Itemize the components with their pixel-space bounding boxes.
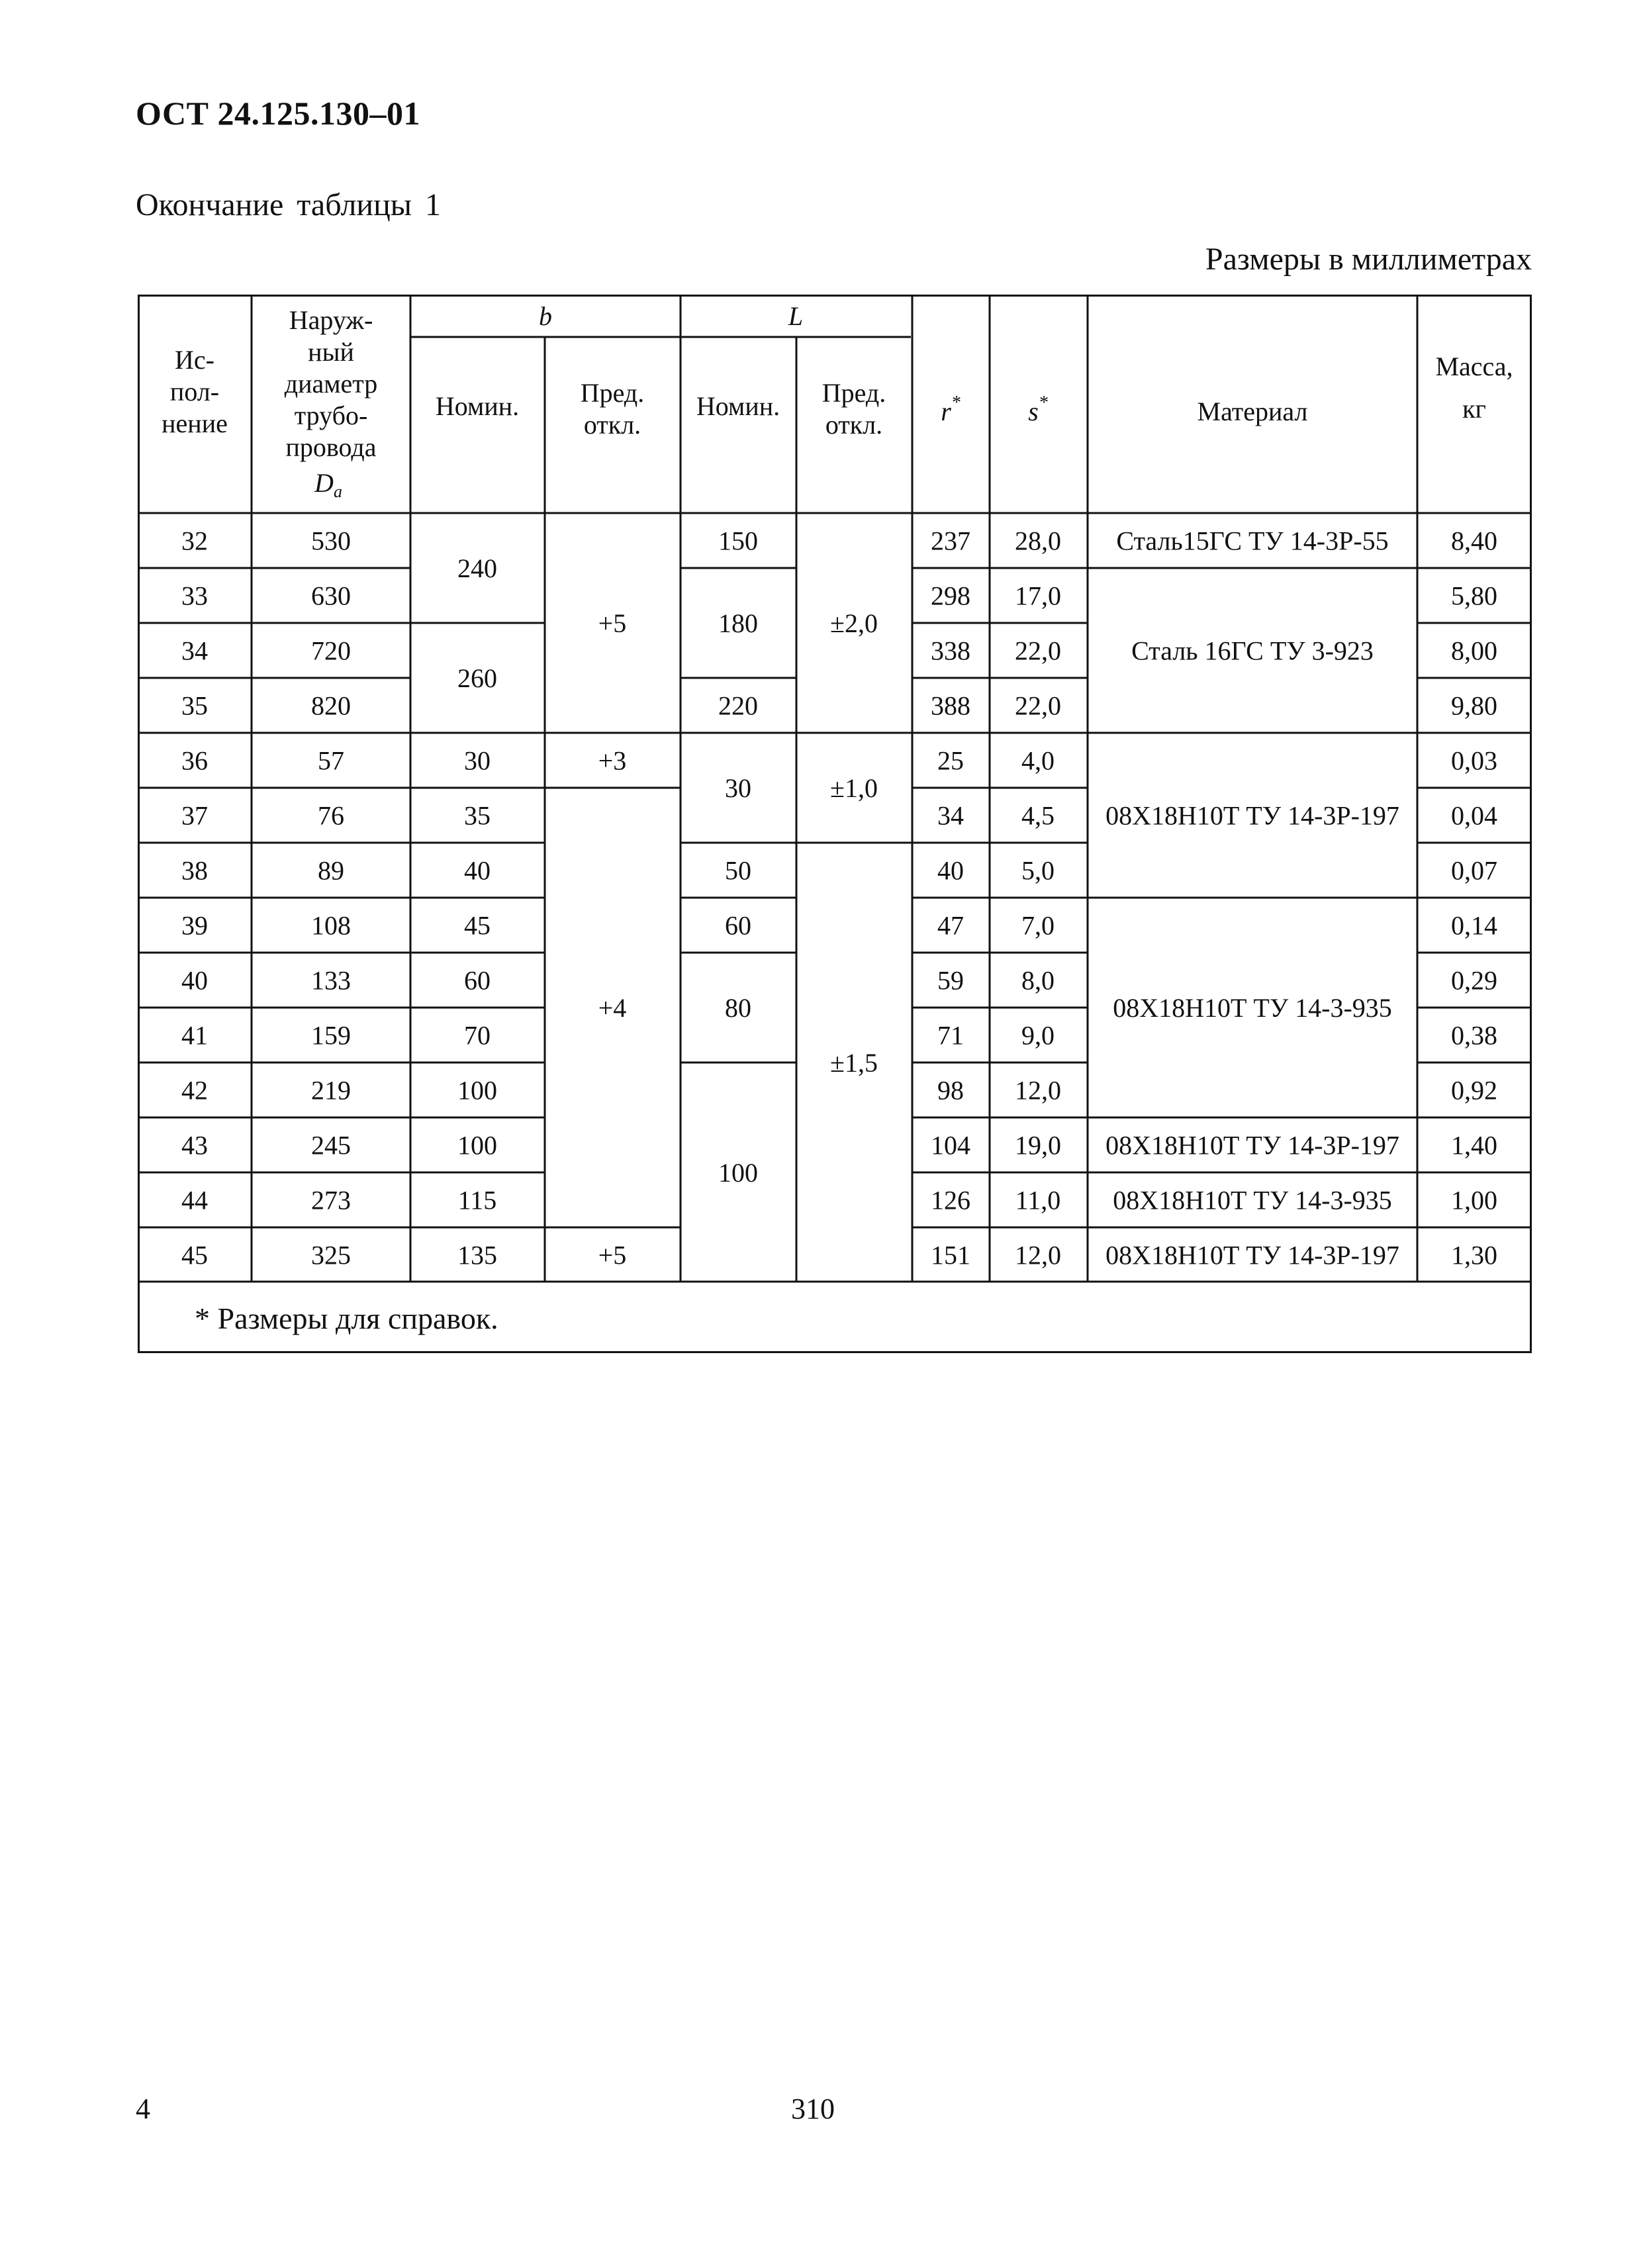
- cell-diameter: 89: [318, 855, 344, 886]
- cell-diameter: 133: [311, 965, 351, 996]
- cell-r: 298: [931, 581, 970, 611]
- cell-material: 08Х18Н10Т ТУ 14-3Р-197: [1105, 800, 1399, 831]
- cell-b-nominal: 35: [464, 800, 491, 831]
- cell-b-nominal: 30: [464, 745, 491, 776]
- cell-b-nominal: 135: [457, 1240, 497, 1270]
- cell-mass: 0,07: [1451, 855, 1497, 886]
- cell-L-tolerance: ±1,5: [830, 1048, 878, 1078]
- cell-L-nominal: 100: [718, 1158, 758, 1188]
- cell-material: Сталь 16ГС ТУ 3-923: [1131, 636, 1374, 666]
- cell-s: 9,0: [1021, 1020, 1055, 1051]
- cell-L-nominal: 60: [725, 910, 751, 941]
- cell-s: 28,0: [1015, 526, 1061, 556]
- header-diameter-line2: ный: [308, 337, 354, 367]
- table-caption: Окончание таблицы 1: [136, 187, 442, 222]
- cell-material: 08Х18Н10Т ТУ 14-3-935: [1113, 1185, 1392, 1215]
- cell-s: 8,0: [1021, 965, 1055, 996]
- cell-material: 08Х18Н10Т ТУ 14-3Р-197: [1105, 1130, 1399, 1160]
- cell-diameter: 820: [311, 690, 351, 721]
- cell-diameter: 325: [311, 1240, 351, 1270]
- cell-mass: 0,14: [1451, 910, 1497, 941]
- cell-s: 17,0: [1015, 581, 1061, 611]
- header-b-tolerance-line1: Пред.: [580, 378, 645, 408]
- cell-s: 22,0: [1015, 636, 1061, 666]
- header-diameter-line5: провода: [285, 432, 377, 462]
- header-b-nominal: Номин.: [435, 391, 520, 421]
- cell-b-nominal: 100: [457, 1130, 497, 1160]
- cell-variant: 43: [181, 1130, 208, 1160]
- cell-r: 47: [937, 910, 964, 941]
- cell-r: 40: [937, 855, 964, 886]
- cell-r: 151: [931, 1240, 970, 1270]
- cell-variant: 35: [181, 690, 208, 721]
- cell-L-nominal: 30: [725, 773, 751, 803]
- cell-variant: 42: [181, 1075, 208, 1106]
- cell-L-tolerance: ±2,0: [830, 608, 878, 638]
- cell-r: 34: [937, 800, 964, 831]
- cell-variant: 39: [181, 910, 208, 941]
- cell-r: 126: [931, 1185, 970, 1215]
- cell-variant: 32: [181, 526, 208, 556]
- dimensions-table: [138, 295, 1532, 1354]
- cell-r: 71: [937, 1020, 964, 1051]
- cell-s: 7,0: [1021, 910, 1055, 941]
- cell-diameter: 108: [311, 910, 351, 941]
- header-variant-line3: нение: [162, 408, 228, 438]
- cell-b-nominal: 45: [464, 910, 491, 941]
- cell-b-nominal: 40: [464, 855, 491, 886]
- cell-mass: 1,00: [1451, 1185, 1497, 1215]
- cell-L-nominal: 150: [718, 526, 758, 556]
- cell-s: 19,0: [1015, 1130, 1061, 1160]
- cell-L-nominal: 220: [718, 690, 758, 721]
- header-L-tolerance-line2: откл.: [825, 410, 883, 440]
- cell-mass: 9,80: [1451, 690, 1497, 721]
- cell-b-nominal: 60: [464, 965, 491, 996]
- cell-r: 59: [937, 965, 964, 996]
- header-r: r*: [941, 393, 961, 426]
- document-code: ОСТ 24.125.130–01: [136, 95, 420, 132]
- cell-variant: 41: [181, 1020, 208, 1051]
- cell-L-nominal: 180: [718, 608, 758, 638]
- header-b-tolerance-line2: откл.: [583, 410, 641, 440]
- cell-diameter: 273: [311, 1185, 351, 1215]
- cell-variant: 45: [181, 1240, 208, 1270]
- cell-s: 11,0: [1015, 1185, 1061, 1215]
- cell-diameter: 219: [311, 1075, 351, 1106]
- cell-r: 25: [937, 745, 964, 776]
- cell-b-tolerance: +5: [598, 608, 627, 638]
- header-mass-line1: Масса,: [1435, 352, 1513, 381]
- cell-mass: 0,03: [1451, 745, 1497, 776]
- header-L-nominal: Номин.: [696, 391, 780, 421]
- header-material: Материал: [1197, 397, 1308, 426]
- cell-diameter: 57: [318, 745, 344, 776]
- header-variant-line1: Ис-: [175, 345, 214, 375]
- cell-diameter: 76: [318, 800, 344, 831]
- cell-b-tolerance: +4: [598, 993, 627, 1023]
- cell-r: 338: [931, 636, 970, 666]
- cell-b-nominal: 260: [457, 663, 497, 693]
- cell-mass: 0,29: [1451, 965, 1497, 996]
- header-L-tolerance-line1: Пред.: [822, 378, 886, 408]
- cell-mass: 0,04: [1451, 800, 1497, 831]
- header-diameter-line1: Наруж-: [289, 305, 373, 335]
- header-mass-line2: кг: [1462, 394, 1486, 424]
- cell-diameter: 245: [311, 1130, 351, 1160]
- cell-r: 104: [931, 1130, 970, 1160]
- page-number-left: 4: [136, 2093, 150, 2125]
- cell-s: 22,0: [1015, 690, 1061, 721]
- header-diameter-symbol: $D_a$: [314, 468, 342, 501]
- cell-b-tolerance: +3: [598, 745, 627, 776]
- cell-variant: 40: [181, 965, 208, 996]
- cell-material: 08Х18Н10Т ТУ 14-3Р-197: [1105, 1240, 1399, 1270]
- cell-b-nominal: 240: [457, 553, 497, 583]
- cell-s: 12,0: [1015, 1075, 1061, 1106]
- cell-mass: 0,92: [1451, 1075, 1497, 1106]
- header-b: b: [539, 301, 552, 331]
- cell-mass: 1,30: [1451, 1240, 1497, 1270]
- cell-diameter: 720: [311, 636, 351, 666]
- header-variant-line2: пол-: [169, 377, 220, 406]
- cell-s: 4,0: [1021, 745, 1055, 776]
- header-s: s*: [1028, 393, 1048, 426]
- cell-mass: 5,80: [1451, 581, 1497, 611]
- cell-b-nominal: 70: [464, 1020, 491, 1051]
- cell-b-nominal: 100: [457, 1075, 497, 1106]
- cell-mass: 8,00: [1451, 636, 1497, 666]
- cell-material: 08Х18Н10Т ТУ 14-3-935: [1113, 993, 1392, 1023]
- cell-variant: 33: [181, 581, 208, 611]
- cell-s: 5,0: [1021, 855, 1055, 886]
- page-number-center: 310: [791, 2093, 835, 2125]
- table-footnote: * Размеры для справок.: [195, 1301, 498, 1335]
- units-note: Размеры в миллиметрах: [1205, 242, 1532, 277]
- cell-diameter: 530: [311, 526, 351, 556]
- cell-variant: 44: [181, 1185, 208, 1215]
- cell-diameter: 630: [311, 581, 351, 611]
- cell-L-tolerance: ±1,0: [830, 773, 878, 803]
- cell-r: 98: [937, 1075, 964, 1106]
- cell-mass: 1,40: [1451, 1130, 1497, 1160]
- cell-mass: 8,40: [1451, 526, 1497, 556]
- cell-mass: 0,38: [1451, 1020, 1497, 1051]
- cell-L-nominal: 50: [725, 855, 751, 886]
- cell-r: 388: [931, 690, 970, 721]
- header-diameter-line3: диаметр: [284, 369, 378, 399]
- cell-L-nominal: 80: [725, 993, 751, 1023]
- header-diameter-line4: трубо-: [294, 401, 368, 430]
- header-L: L: [788, 301, 804, 331]
- cell-s: 4,5: [1021, 800, 1055, 831]
- cell-s: 12,0: [1015, 1240, 1061, 1270]
- cell-variant: 37: [181, 800, 208, 831]
- cell-variant: 38: [181, 855, 208, 886]
- cell-diameter: 159: [311, 1020, 351, 1051]
- cell-variant: 36: [181, 745, 208, 776]
- cell-material: Сталь15ГС ТУ 14-3Р-55: [1116, 526, 1389, 556]
- cell-b-tolerance: +5: [598, 1240, 627, 1270]
- cell-b-nominal: 115: [457, 1185, 497, 1215]
- cell-r: 237: [931, 526, 970, 556]
- cell-variant: 34: [181, 636, 208, 666]
